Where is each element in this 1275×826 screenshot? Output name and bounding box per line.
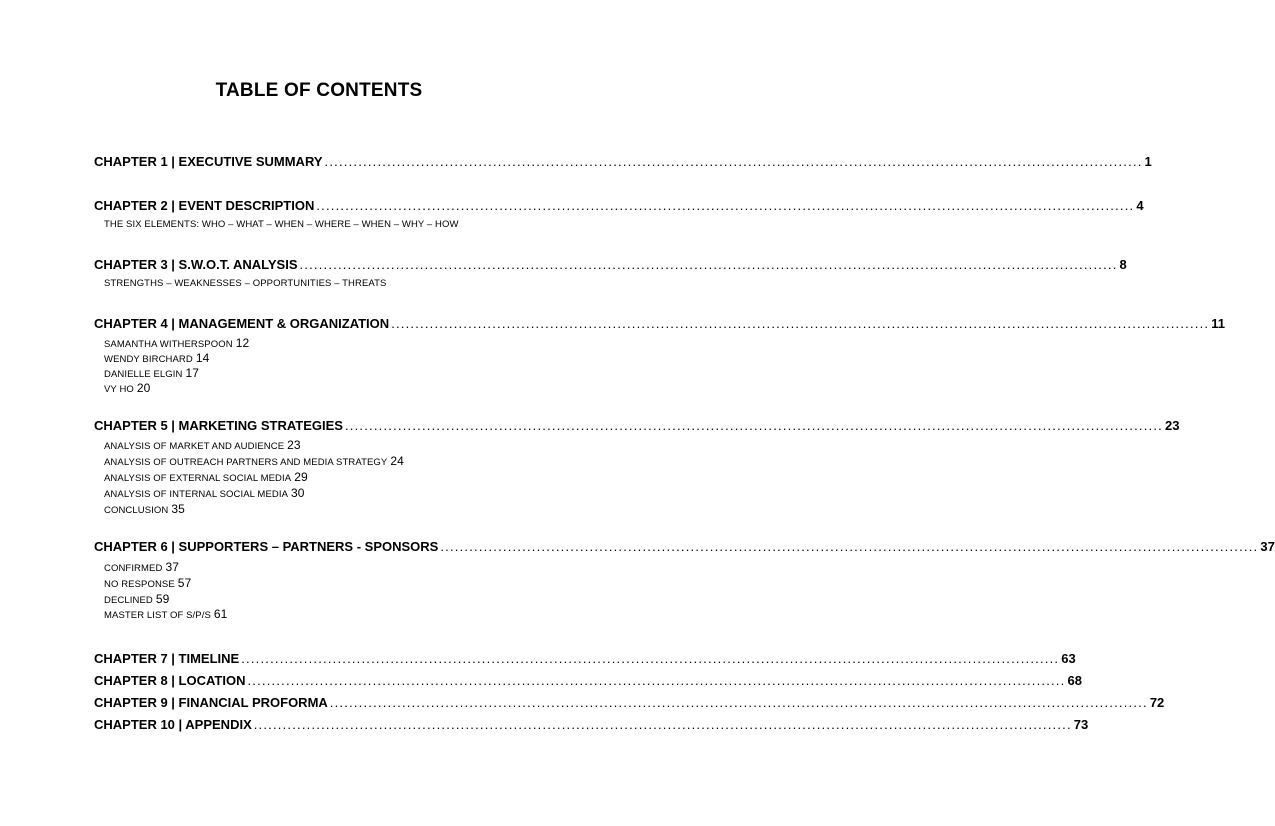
toc-subentry[interactable] bbox=[104, 502, 185, 516]
toc-entry-chapter-9[interactable] bbox=[94, 692, 1165, 710]
subentry-page-number: 23 bbox=[287, 438, 301, 452]
subentry-label: ANALYSIS OF INTERNAL SOCIAL MEDIA bbox=[104, 489, 289, 500]
toc-entry-chapter-4[interactable] bbox=[94, 313, 1225, 331]
toc-entry-chapter-1[interactable] bbox=[94, 151, 1152, 169]
toc-entry-chapter-8[interactable] bbox=[94, 670, 1082, 688]
chapter-label: CHAPTER 2 | EVENT DESCRIPTION bbox=[94, 198, 315, 213]
chapter-page-number: 8 bbox=[1119, 257, 1127, 272]
toc-subentry[interactable] bbox=[104, 351, 209, 365]
chapter-page-number: 63 bbox=[1061, 651, 1076, 666]
leader-dots: .......................................................................................................................................................................... bbox=[344, 418, 1163, 433]
toc-entry-chapter-10[interactable] bbox=[94, 714, 1089, 732]
subentry-label: THE SIX ELEMENTS: WHO – WHAT – WHEN – WHERE – WHEN – WHY – HOW bbox=[104, 219, 459, 230]
subentry-label: ANALYSIS OF MARKET AND AUDIENCE bbox=[104, 441, 285, 452]
subentry-label: SAMANTHA WITHERSPOON bbox=[104, 339, 233, 350]
chapter-label: CHAPTER 3 | S.W.O.T. ANALYSIS bbox=[94, 257, 298, 272]
leader-dots: .......................................................................................................................................................................... bbox=[316, 198, 1135, 213]
subentry-label: DANIELLE ELGIN bbox=[104, 369, 183, 380]
subentry-page-number: 61 bbox=[213, 607, 228, 621]
leader-dots: .......................................................................................................................................................................... bbox=[324, 154, 1143, 169]
subentry-page-number: 57 bbox=[177, 576, 192, 590]
leader-dots: .......................................................................................................................................................................... bbox=[440, 539, 1259, 554]
subentry-label: ANALYSIS OF EXTERNAL SOCIAL MEDIA bbox=[104, 473, 292, 484]
toc-entry-chapter-7[interactable] bbox=[94, 648, 1076, 666]
subentry-label: NO RESPONSE bbox=[104, 579, 175, 590]
chapter-page-number: 37 bbox=[1260, 539, 1275, 554]
leader-dots: .......................................................................................................................................................................... bbox=[247, 673, 1066, 688]
chapter-label: CHAPTER 9 | FINANCIAL PROFORMA bbox=[94, 695, 328, 710]
subentry-page-number: 29 bbox=[294, 470, 308, 484]
chapter-label: CHAPTER 5 | MARKETING STRATEGIES bbox=[94, 418, 343, 433]
subentry-page-number: 37 bbox=[165, 560, 179, 574]
leader-dots: .......................................................................................................................................................................... bbox=[391, 316, 1210, 331]
chapter-page-number: 4 bbox=[1136, 198, 1144, 213]
chapter-page-number: 68 bbox=[1067, 673, 1082, 688]
chapter-page-number: 11 bbox=[1211, 316, 1225, 331]
chapter-label: CHAPTER 8 | LOCATION bbox=[94, 673, 246, 688]
chapter-label: CHAPTER 7 | TIMELINE bbox=[94, 651, 240, 666]
subentry-page-number: 59 bbox=[155, 592, 170, 606]
chapter-label: CHAPTER 10 | APPENDIX bbox=[94, 717, 252, 732]
subentry-label: ANALYSIS OF OUTREACH PARTNERS AND MEDIA STRATEGY bbox=[104, 457, 388, 468]
subentry-label: CONFIRMED bbox=[104, 563, 163, 574]
toc-subentry[interactable] bbox=[104, 278, 386, 289]
leader-dots: .......................................................................................................................................................................... bbox=[241, 651, 1060, 666]
chapter-label: CHAPTER 6 | SUPPORTERS – PARTNERS - SPONSORS bbox=[94, 539, 439, 554]
subentry-label: DECLINED bbox=[104, 595, 153, 606]
toc-subentry[interactable] bbox=[104, 486, 305, 500]
subentry-page-number: 30 bbox=[291, 486, 305, 500]
toc-subentry[interactable] bbox=[104, 438, 301, 452]
toc-subentry[interactable] bbox=[104, 592, 169, 606]
toc-entry-chapter-2[interactable] bbox=[94, 195, 1144, 213]
toc-subentry[interactable] bbox=[104, 381, 150, 395]
subentry-label: WENDY BIRCHARD bbox=[104, 354, 193, 365]
chapter-page-number: 23 bbox=[1164, 418, 1180, 433]
leader-dots: .......................................................................................................................................................................... bbox=[299, 257, 1118, 272]
subentry-label: CONCLUSION bbox=[104, 505, 169, 516]
subentry-page-number: 17 bbox=[185, 366, 200, 380]
toc-subentry[interactable] bbox=[104, 219, 459, 230]
toc-subentry[interactable] bbox=[104, 366, 199, 380]
chapter-label: CHAPTER 1 | EXECUTIVE SUMMARY bbox=[94, 154, 323, 169]
subentry-label: MASTER LIST OF S/P/S bbox=[104, 610, 211, 621]
chapter-page-number: 73 bbox=[1073, 717, 1089, 732]
toc-entry-chapter-3[interactable] bbox=[94, 254, 1127, 272]
subentry-label: VY HO bbox=[104, 384, 134, 395]
subentry-page-number: 14 bbox=[195, 351, 210, 365]
toc-subentry[interactable] bbox=[104, 607, 227, 621]
toc-subentry[interactable] bbox=[104, 454, 404, 468]
leader-dots: .......................................................................................................................................................................... bbox=[329, 695, 1148, 710]
chapter-page-number: 1 bbox=[1144, 154, 1152, 169]
subentry-page-number: 12 bbox=[235, 336, 250, 350]
chapter-page-number: 72 bbox=[1149, 695, 1165, 710]
toc-subentry[interactable] bbox=[104, 336, 249, 350]
toc-entry-chapter-6[interactable] bbox=[94, 536, 1275, 554]
page-title: TABLE OF CONTENTS bbox=[215, 80, 423, 101]
subentry-page-number: 20 bbox=[136, 381, 151, 395]
toc-subentry[interactable] bbox=[104, 560, 179, 574]
subentry-page-number: 24 bbox=[390, 454, 404, 468]
subentry-label: STRENGTHS – WEAKNESSES – OPPORTUNITIES – THREATS bbox=[104, 278, 387, 289]
subentry-page-number: 35 bbox=[171, 502, 185, 516]
toc-subentry[interactable] bbox=[104, 576, 191, 590]
toc-entry-chapter-5[interactable] bbox=[94, 415, 1180, 433]
chapter-label: CHAPTER 4 | MANAGEMENT & ORGANIZATION bbox=[94, 316, 390, 331]
leader-dots: .......................................................................................................................................................................... bbox=[253, 717, 1072, 732]
toc-subentry[interactable] bbox=[104, 470, 308, 484]
